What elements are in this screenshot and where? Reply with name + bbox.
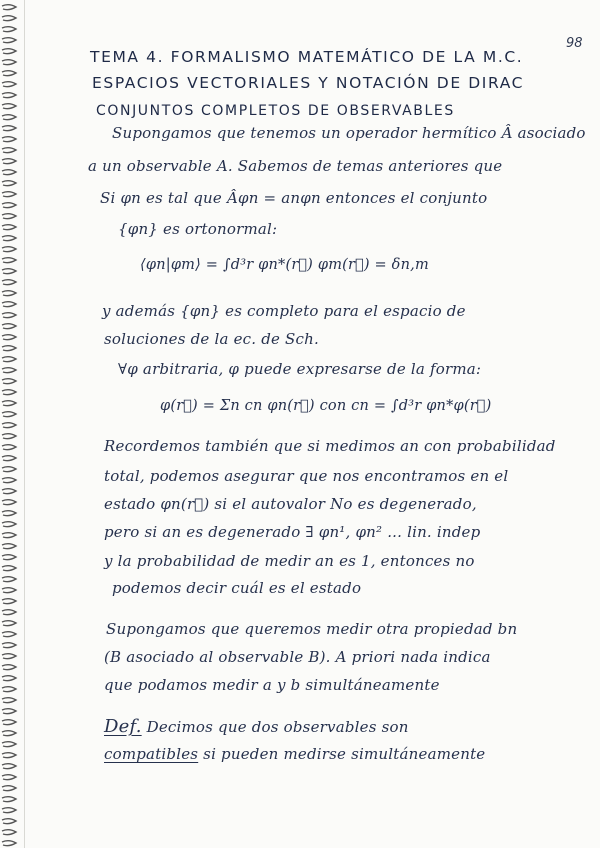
text-line: (B asociado al observable B). A priori nada indica [104, 648, 491, 666]
spiral-loop [2, 841, 16, 846]
text-line: Recordemos también que si medimos an con probabilidad [104, 437, 556, 455]
spiral-loop [2, 269, 16, 274]
spiral-loop [2, 599, 16, 604]
spiral-loop [2, 632, 16, 637]
spiral-loop [2, 698, 16, 703]
text-line: estado φn(r⃗) si el autovalor No es degenerado, [104, 495, 477, 513]
spiral-loop [2, 225, 16, 230]
text-line: total, podemos asegurar que nos encontramos en el [104, 467, 509, 485]
title-line-1: TEMA 4. FORMALISMO MATEMÁTICO DE LA M.C. [90, 48, 524, 66]
text-line: podemos decir cuál es el estado [112, 579, 362, 597]
spiral-loop [2, 5, 16, 10]
spiral-loop [2, 797, 16, 802]
spiral-loop [2, 478, 16, 483]
spiral-loop [2, 368, 16, 373]
definition-label: Def. [104, 716, 142, 737]
spiral-loop [2, 170, 16, 175]
spiral-loop [2, 247, 16, 252]
spiral-loop [2, 214, 16, 219]
spiral-loop [2, 49, 16, 54]
spiral-loop [2, 313, 16, 318]
spiral-loop [2, 401, 16, 406]
definition-text: si pueden medirse simultáneamente [198, 745, 486, 763]
spiral-loop [2, 357, 16, 362]
spiral-loop [2, 434, 16, 439]
margin-line [24, 0, 25, 848]
spiral-loop [2, 709, 16, 714]
spiral-loop [2, 522, 16, 527]
spiral-loop [2, 346, 16, 351]
spiral-loop [2, 335, 16, 340]
spiral-loop [2, 500, 16, 505]
text-line: Supongamos que queremos medir otra propiedad bn [106, 620, 518, 638]
spiral-loop [2, 456, 16, 461]
spiral-loop [2, 610, 16, 615]
spiral-loop [2, 467, 16, 472]
spiral-loop [2, 764, 16, 769]
spiral-loop [2, 555, 16, 560]
text-line: Si φn es tal que Âφn = anφn entonces el conjunto [100, 189, 488, 207]
spiral-loop [2, 159, 16, 164]
spiral-loop [2, 753, 16, 758]
spiral-loop [2, 445, 16, 450]
spiral-loop [2, 588, 16, 593]
spiral-loop [2, 720, 16, 725]
spiral-loop [2, 104, 16, 109]
spiral-loop [2, 544, 16, 549]
spiral-loop [2, 577, 16, 582]
spiral-loop [2, 665, 16, 670]
definition-line-1 [104, 716, 409, 737]
spiral-loop [2, 654, 16, 659]
spiral-loop [2, 489, 16, 494]
title-line-3: CONJUNTOS COMPLETOS DE OBSERVABLES [96, 103, 455, 119]
spiral-loop [2, 38, 16, 43]
spiral-loop [2, 126, 16, 131]
spiral-loop [2, 291, 16, 296]
spiral-loop [2, 16, 16, 21]
spiral-loop [2, 676, 16, 681]
spiral-loop [2, 819, 16, 824]
text-line: pero si an es degenerado ∃ φn¹, φn² ... lin. indep [104, 523, 481, 541]
spiral-loop [2, 236, 16, 241]
page-number: 98 [566, 36, 583, 51]
formula-expansion: φ(r⃗) = Σn cn φn(r⃗) con cn = ∫d³r φn*φ(r⃗) [160, 398, 492, 414]
spiral-loop [2, 731, 16, 736]
text-line: a un observable A. Sabemos de temas anteriores que [88, 157, 503, 175]
spiral-loop [2, 742, 16, 747]
spiral-loop [2, 412, 16, 417]
spiral-loop [2, 192, 16, 197]
spiral-loop [2, 93, 16, 98]
text-line: que podamos medir a y b simultáneamente [104, 676, 440, 694]
spiral-loop [2, 71, 16, 76]
spiral-loop [2, 830, 16, 835]
spiral-loop [2, 687, 16, 692]
text-line: ∀φ arbitraria, φ puede expresarse de la forma: [118, 360, 482, 378]
text-line: soluciones de la ec. de Sch. [104, 330, 319, 348]
definition-line-2 [104, 745, 485, 763]
spiral-loop [2, 786, 16, 791]
spiral-loop [2, 808, 16, 813]
text-line: Supongamos que tenemos un operador hermítico Â asociado [112, 124, 586, 142]
spiral-loop [2, 533, 16, 538]
spiral-loop [2, 643, 16, 648]
spiral-loop [2, 379, 16, 384]
spiral-loop [2, 60, 16, 65]
text-line: {φn} es ortonormal: [118, 220, 278, 238]
spiral-loop [2, 82, 16, 87]
spiral-loop [2, 775, 16, 780]
spiral-loop [2, 280, 16, 285]
spiral-loop [2, 324, 16, 329]
spiral-loop [2, 423, 16, 428]
spiral-loop [2, 302, 16, 307]
spiral-loop [2, 203, 16, 208]
spiral-loop [2, 621, 16, 626]
spiral-loop [2, 566, 16, 571]
text-line: y además {φn} es completo para el espacio de [102, 302, 466, 320]
formula-orthonormal: ⟨φn|φm⟩ = ∫d³r φn*(r⃗) φm(r⃗) = δn,m [140, 257, 429, 273]
text-line: y la probabilidad de medir an es 1, entonces no [104, 552, 475, 570]
spiral-loop [2, 390, 16, 395]
spiral-loop [2, 181, 16, 186]
spiral-binding [0, 0, 22, 848]
spiral-loop [2, 115, 16, 120]
title-line-2: ESPACIOS VECTORIALES Y NOTACIÓN DE DIRAC [92, 74, 525, 92]
definition-text: Decimos que dos observables son [141, 718, 409, 736]
spiral-loop [2, 258, 16, 263]
spiral-loop [2, 27, 16, 32]
compatibles-word: compatibles [104, 745, 199, 763]
spiral-loop [2, 148, 16, 153]
spiral-loop [2, 511, 16, 516]
spiral-loop [2, 137, 16, 142]
